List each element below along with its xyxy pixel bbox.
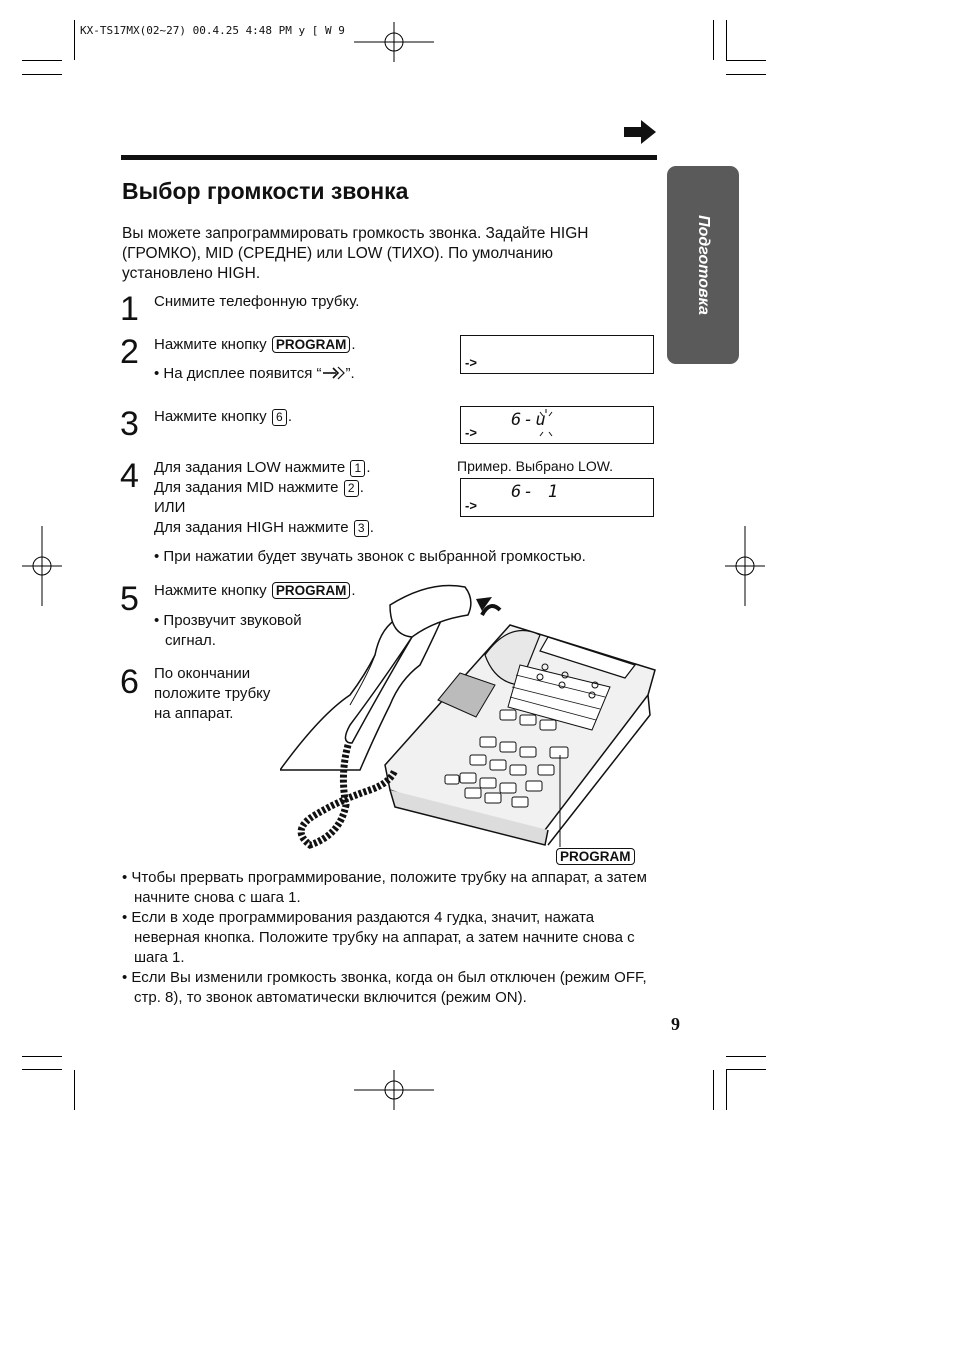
- print-header: KX-TS17MX(02~27) 00.4.25 4:48 PM y [ W 9: [80, 24, 345, 37]
- registration-mark-icon: [22, 526, 62, 606]
- text: Для задания HIGH нажмите: [154, 519, 353, 536]
- section-tab: [667, 166, 739, 364]
- text: Для задания LOW нажмите: [154, 459, 350, 476]
- crop-mark: [713, 1070, 714, 1110]
- step-text: положите трубку: [154, 685, 271, 702]
- note-item: • Если в ходе программирования раздаются 4 гудка, значит, нажата неверная кнопка. Положите трубку на аппарат, а затем начните снова с шага 1.: [122, 909, 635, 966]
- step-text-post: .: [287, 408, 292, 425]
- key-2: 2: [344, 480, 359, 497]
- step-text-post: .: [351, 582, 356, 599]
- step-number: 6: [120, 663, 139, 701]
- lcd-display-prompt: [460, 335, 654, 374]
- key-1: 1: [350, 460, 365, 477]
- step-note: сигнал.: [165, 632, 216, 649]
- step-text: Снимите телефонную трубку.: [154, 293, 360, 310]
- registration-mark-icon: [354, 22, 434, 62]
- crop-mark: [726, 60, 766, 61]
- step-text: [154, 335, 356, 355]
- step-text-pre: Нажмите кнопку: [154, 336, 271, 353]
- example-caption: Пример. Выбрано LOW.: [457, 458, 614, 474]
- step-text-pre: Нажмите кнопку: [154, 408, 271, 425]
- crop-mark: [726, 1069, 766, 1070]
- crop-mark: [726, 1070, 727, 1110]
- crop-mark: [22, 1056, 62, 1057]
- crop-mark: [22, 60, 62, 61]
- program-callout: [555, 848, 636, 866]
- right-arrow-icon: [624, 120, 656, 144]
- notes-list: [122, 868, 662, 1008]
- registration-mark-icon: [725, 526, 765, 606]
- step-note: • При нажатии будет звучать звонок с выбранной громкостью.: [154, 548, 586, 565]
- program-key: PROGRAM: [556, 848, 635, 865]
- crop-mark: [22, 1069, 62, 1070]
- step-number: 5: [120, 580, 139, 618]
- text: Для задания MID нажмите: [154, 479, 343, 496]
- step-text: [154, 407, 292, 427]
- step-note-pre: • На дисплее появится “: [154, 365, 322, 382]
- step-number: 1: [120, 290, 139, 328]
- crop-mark: [74, 1070, 75, 1110]
- blink-indicator-icon: [537, 408, 555, 440]
- crop-mark: [726, 74, 766, 75]
- step-text-pre: Нажмите кнопку: [154, 582, 271, 599]
- step-text-high: [154, 518, 374, 538]
- text: .: [369, 519, 374, 536]
- lcd-segments: 6- 1: [511, 482, 560, 502]
- intro-paragraph: Вы можете запрограммировать громкость звонка. Задайте HIGH (ГРОМКО), MID (СРЕДНЕ) или LOW (ТИХО). По умолчанию установлено HIGH.: [122, 225, 589, 282]
- lcd-display-ring: [460, 406, 654, 444]
- step-text-or: ИЛИ: [154, 499, 186, 516]
- registration-mark-icon: [354, 1070, 434, 1110]
- step-text-low: [154, 458, 371, 478]
- step-note: • Прозвучит звуковой: [154, 612, 302, 629]
- text: .: [366, 459, 371, 476]
- program-key: PROGRAM: [272, 582, 351, 599]
- step-text-post: .: [351, 336, 356, 353]
- step-note: [154, 364, 355, 384]
- section-tab-label: Подготовка: [695, 215, 712, 315]
- program-prompt-icon: ->: [465, 498, 477, 513]
- crop-mark: [726, 1056, 766, 1057]
- note-item: • Чтобы прервать программирование, положите трубку на аппарат, а затем начните снова с шага 1.: [122, 869, 647, 906]
- lcd-segments: 6-u: [511, 410, 548, 430]
- step-number: 4: [120, 457, 139, 495]
- key-6: 6: [272, 409, 287, 426]
- step-text: на аппарат.: [154, 705, 234, 722]
- crop-mark: [74, 20, 75, 60]
- step-text: По окончании: [154, 665, 251, 682]
- page-title: Выбор громкости звонка: [122, 178, 409, 204]
- step-number: 2: [120, 333, 139, 371]
- step-text-mid: [154, 478, 364, 498]
- key-3: 3: [354, 520, 369, 537]
- telephone-illustration: [280, 575, 660, 865]
- program-prompt-icon: [322, 366, 346, 380]
- crop-mark: [22, 74, 62, 75]
- crop-mark: [726, 20, 727, 60]
- text: .: [359, 479, 364, 496]
- step-note-post: ”.: [345, 365, 355, 382]
- program-prompt-icon: ->: [465, 355, 477, 370]
- lcd-display-low: [460, 478, 654, 517]
- step-number: 3: [120, 405, 139, 443]
- note-item: • Если Вы изменили громкость звонка, когда он был отключен (режим OFF, стр. 8), то звонок автоматически включится (режим ON).: [122, 969, 647, 1006]
- program-prompt-icon: ->: [465, 425, 477, 440]
- crop-mark: [713, 20, 714, 60]
- title-rule: [121, 155, 657, 160]
- program-key: PROGRAM: [272, 336, 351, 353]
- page-number: 9: [671, 1014, 680, 1034]
